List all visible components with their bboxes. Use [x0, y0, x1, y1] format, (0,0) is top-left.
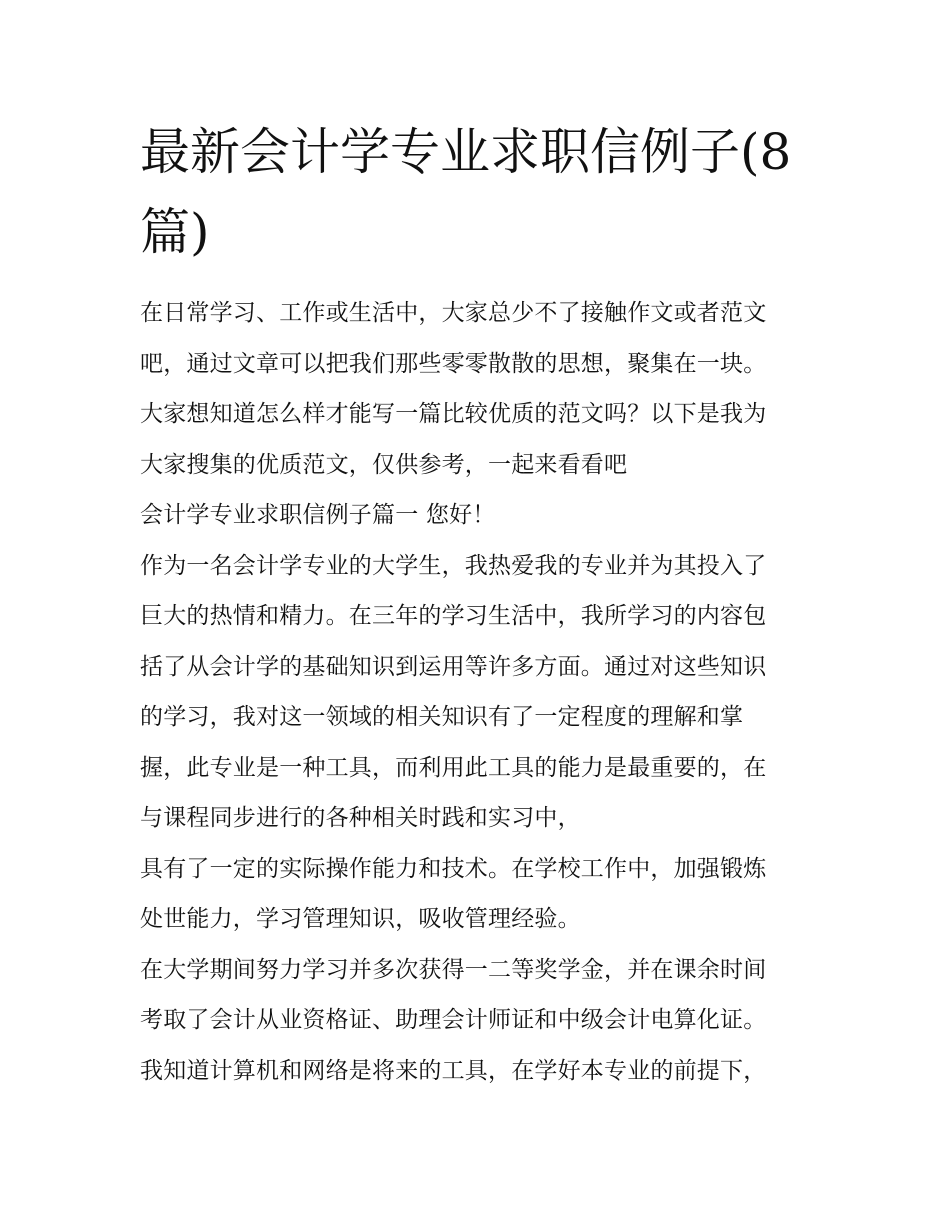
- body-paragraph: [140, 541, 820, 844]
- section-heading: [140, 490, 820, 541]
- text-line: 作为一名会计学专业的大学生，我热爱我的专业并为其投入了: [140, 552, 767, 579]
- text-line: 具有了一定的实际操作能力和技术。在学校工作中，加强锻炼: [140, 855, 767, 882]
- text-line: 吧，通过文章可以把我们那些零零散散的思想，聚集在一块。: [140, 350, 767, 377]
- document-page: [140, 112, 820, 1096]
- text-line: 在日常学习、工作或生活中，大家总少不了接触作文或者范文: [140, 300, 767, 326]
- document-title: [140, 112, 820, 272]
- intro-paragraph: [140, 288, 820, 490]
- text-line: 考取了会计从业资格证、助理会计师证和中级会计电算化证。: [140, 1007, 767, 1033]
- text-line: 大家想知道怎么样才能写一篇比较优质的范文吗？以下是我为: [140, 401, 767, 427]
- text-line: 巨大的热情和精力。在三年的学习生活中，我所学习的内容包: [140, 603, 767, 629]
- text-line: 括了从会计学的基础知识到运用等许多方面。通过对这些知识: [140, 653, 767, 680]
- text-line: 会计学专业求职信例子篇一 您好！: [140, 502, 496, 528]
- text-line: 的学习，我对这一领域的相关知识有了一定程度的理解和掌: [140, 704, 744, 730]
- title-line-2: 篇): [140, 203, 210, 261]
- text-line: 处世能力，学习管理知识，吸收管理经验。: [140, 906, 581, 932]
- text-line: 与课程同步进行的各种相关时践和实习中，: [140, 805, 581, 831]
- body-paragraph: [140, 844, 820, 945]
- body-paragraph: [140, 945, 820, 1097]
- text-line: 握，此专业是一种工具，而利用此工具的能力是最重要的，在: [140, 754, 767, 781]
- text-line: 在大学期间努力学习并多次获得一二等奖学金，并在课余时间: [140, 956, 767, 983]
- text-line: 大家搜集的优质范文，仅供参考，一起来看看吧: [140, 451, 628, 478]
- title-line-1: 最新会计学专业求职信例子(8: [140, 123, 792, 181]
- text-line: 我知道计算机和网络是将来的工具，在学好本专业的前提下，: [140, 1057, 767, 1084]
